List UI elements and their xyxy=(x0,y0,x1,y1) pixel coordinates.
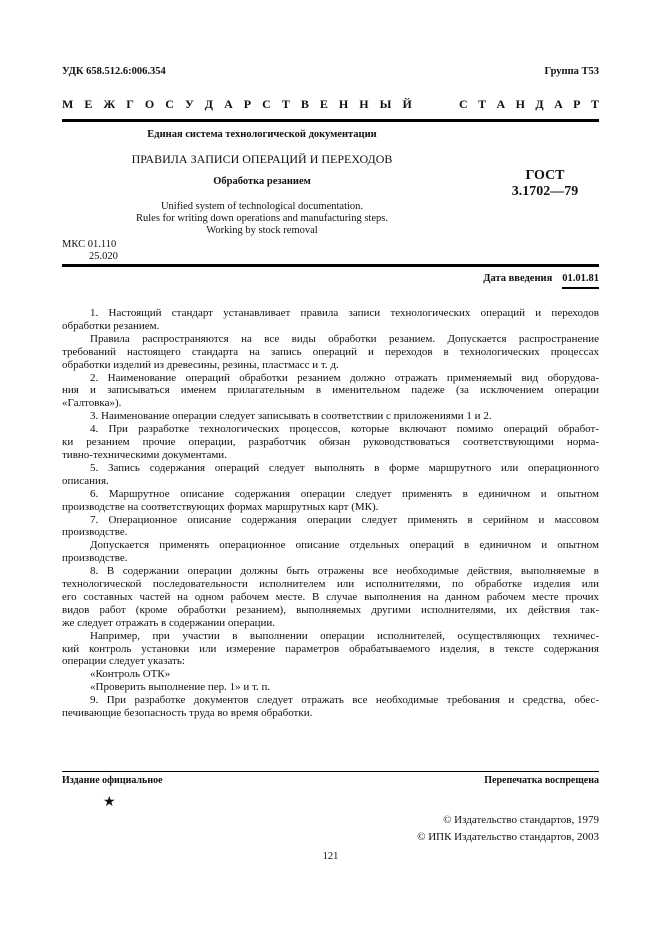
paragraph-line: Допускается применять операционное описание отдельных операций в единичном и опытном xyxy=(90,539,599,552)
date-label: Дата введения xyxy=(483,273,553,284)
banner-letter: Р xyxy=(573,97,581,111)
effective-date xyxy=(483,273,599,284)
paragraph-line: обработки резанием. xyxy=(62,319,160,332)
paragraph-line: 3. Наименование операции следует записывать в соответствии с приложениями 1 и 2. xyxy=(90,410,492,423)
paragraph xyxy=(62,307,599,333)
paragraph-line: «Галтовка»). xyxy=(62,397,122,410)
document-title: ПРАВИЛА ЗАПИСИ ОПЕРАЦИЙ И ПЕРЕХОДОВ xyxy=(131,152,393,166)
banner-letter: Д xyxy=(535,97,544,111)
mks-codes xyxy=(62,239,118,263)
paragraph-line: производстве. xyxy=(62,526,128,539)
title-rule xyxy=(62,264,599,267)
gost-designation xyxy=(470,168,620,200)
footer-rule xyxy=(62,771,599,772)
banner-letter: С xyxy=(459,97,468,111)
banner-letter: М xyxy=(62,97,74,111)
banner-letter: Н xyxy=(359,97,369,111)
banner-letter: Н xyxy=(338,97,349,111)
paragraph-line: «Проверить выполнение пер. 1» и т. п. xyxy=(90,681,271,694)
english-title xyxy=(62,201,462,237)
banner-letter: Е xyxy=(319,97,328,111)
paragraph xyxy=(62,630,599,669)
paragraph-line: обработки изделий из древесины, резины, пластмасс и т. д. xyxy=(62,358,339,371)
banner-letter: Т xyxy=(281,97,290,111)
paragraph-line: ки резанием прочие операции, разработчик обязан руководствоваться соответствующими норма- xyxy=(62,436,599,449)
reprint-prohibited: Перепечатка воспрещена xyxy=(484,775,599,786)
english-title-line: Unified system of technological documentation. xyxy=(160,201,364,212)
paragraph-line: 6. Маршрутное описание содержания операции следует применять в единичном и опытном xyxy=(90,487,599,500)
paragraph-line: 1. Настоящий стандарт устанавливает правила записи технологических операций и переходов xyxy=(90,307,599,319)
paragraph-line: технологической последовательности исполнителем или исполнителями, по обработке изделия или xyxy=(62,578,599,591)
banner-letter: В xyxy=(300,97,309,111)
copyright-line: © Издательство стандартов, 1979 xyxy=(443,814,599,826)
paragraph xyxy=(62,410,599,423)
banner-letter: Т xyxy=(478,97,487,111)
paragraph-line: его составных частей на одном рабочем месте. В случае выполнения на данном рабочем месте прочих xyxy=(62,590,599,603)
banner-letter: С xyxy=(262,97,271,111)
official-edition: Издание официальное xyxy=(62,775,163,786)
paragraph-line: 9. При разработке документов следует отражать все необходимые требования и средства, обес- xyxy=(90,694,599,707)
paragraph-line: печивающие безопасность труда во время обработки. xyxy=(62,707,313,720)
paragraph xyxy=(62,488,599,514)
paragraph-line: 7. Операционное описание содержания операции следует применять в серийном и массовом xyxy=(90,513,599,526)
banner-right xyxy=(459,97,599,112)
standard-banner xyxy=(62,97,599,112)
date-value: 01.01.81 xyxy=(562,273,599,289)
copyright-line: © ИПК Издательство стандартов, 2003 xyxy=(417,831,599,843)
paragraph-line: видов работ (кроме обработки резанием), выполняемых другими исполнителями, их действия так- xyxy=(62,603,599,616)
paragraph-line: «Контроль ОТК» xyxy=(90,668,171,681)
banner-letter: Т xyxy=(590,97,599,111)
document-body xyxy=(62,307,599,720)
banner-letter: О xyxy=(144,97,155,111)
paragraph-line: производстве на соответствующих формах маршрутных карт (МК). xyxy=(62,500,379,513)
paragraph-line: производстве. xyxy=(62,552,128,565)
gost-label: ГОСТ xyxy=(525,168,565,183)
paragraph xyxy=(62,565,599,630)
banner-letter: Г xyxy=(126,97,134,111)
banner-letter: У xyxy=(184,97,194,111)
banner-letter: Д xyxy=(204,97,214,111)
banner-letter: Й xyxy=(402,97,412,111)
header-rule xyxy=(62,119,599,122)
copyright xyxy=(417,812,599,846)
paragraph-line: 8. В содержании операции должны быть отражены все необходимые действия, выполняемые в xyxy=(90,565,599,578)
paragraph xyxy=(62,514,599,540)
banner-letter: Е xyxy=(84,97,93,111)
page-number: 121 xyxy=(322,851,339,862)
paragraph-line: тивно-техническими документами. xyxy=(62,448,227,461)
paragraph xyxy=(62,681,599,694)
banner-letter: Н xyxy=(515,97,525,111)
group-code: Группа Т53 xyxy=(544,66,599,77)
paragraph xyxy=(62,462,599,488)
english-title-line: Working by stock removal xyxy=(206,225,318,236)
paragraph-line: 2. Наименование операций обработки резанием должно отражать применяемый вид оборудова- xyxy=(90,371,599,384)
banner-letter: А xyxy=(496,97,506,111)
mks-line: МКС 01.110 xyxy=(62,239,117,250)
banner-letter: Ж xyxy=(103,97,116,111)
paragraph xyxy=(62,539,599,565)
paragraph-line: кий контроль установки или измерение параметров обрабатываемого изделия, в тексте содержания xyxy=(62,642,599,655)
paragraph-line: требований настоящего стандарта на запись операций и переходов в технологических процессах xyxy=(62,345,599,358)
paragraph-line: 4. При разработке технологических процессов, которые включают помимо операций обработ- xyxy=(90,423,599,436)
document-subtitle: Обработка резанием xyxy=(213,176,311,187)
system-name: Единая система технологической документации xyxy=(147,129,377,140)
paragraph-line: Правила распространяются на все виды обработки резанием. Допускается распространение xyxy=(90,332,599,345)
english-title-line: Rules for writing down operations and manufacturing steps. xyxy=(136,213,388,224)
paragraph xyxy=(62,423,599,462)
banner-letter: А xyxy=(224,97,233,111)
paragraph-line: описания. xyxy=(62,474,109,487)
paragraph-line: ния и записываться именем прилагательным в именительном падеже (за исключением операции xyxy=(62,384,599,397)
banner-letter: С xyxy=(165,97,174,111)
banner-letter: Р xyxy=(243,97,252,111)
banner-left xyxy=(62,97,412,112)
banner-letter: А xyxy=(554,97,563,111)
paragraph-line: 5. Запись содержания операций следует выполнять в форме маршрутного или операционного xyxy=(90,461,599,474)
paragraph xyxy=(62,333,599,372)
paragraph-line: операции следует указать: xyxy=(62,655,185,668)
udk-code: УДК 658.512.6:006.354 xyxy=(62,66,166,77)
gost-number: 3.1702—79 xyxy=(511,184,579,199)
mks-line: 25.020 xyxy=(89,251,118,262)
paragraph-line: же следует отражать в содержании операции. xyxy=(62,616,275,629)
star-icon: ★ xyxy=(103,795,116,810)
paragraph-line: Например, при участии в выполнении операции исполнителей, осуществляющих техничес- xyxy=(90,629,599,642)
paragraph xyxy=(62,694,599,720)
banner-letter: Ы xyxy=(379,97,392,111)
paragraph xyxy=(62,668,599,681)
paragraph xyxy=(62,372,599,411)
